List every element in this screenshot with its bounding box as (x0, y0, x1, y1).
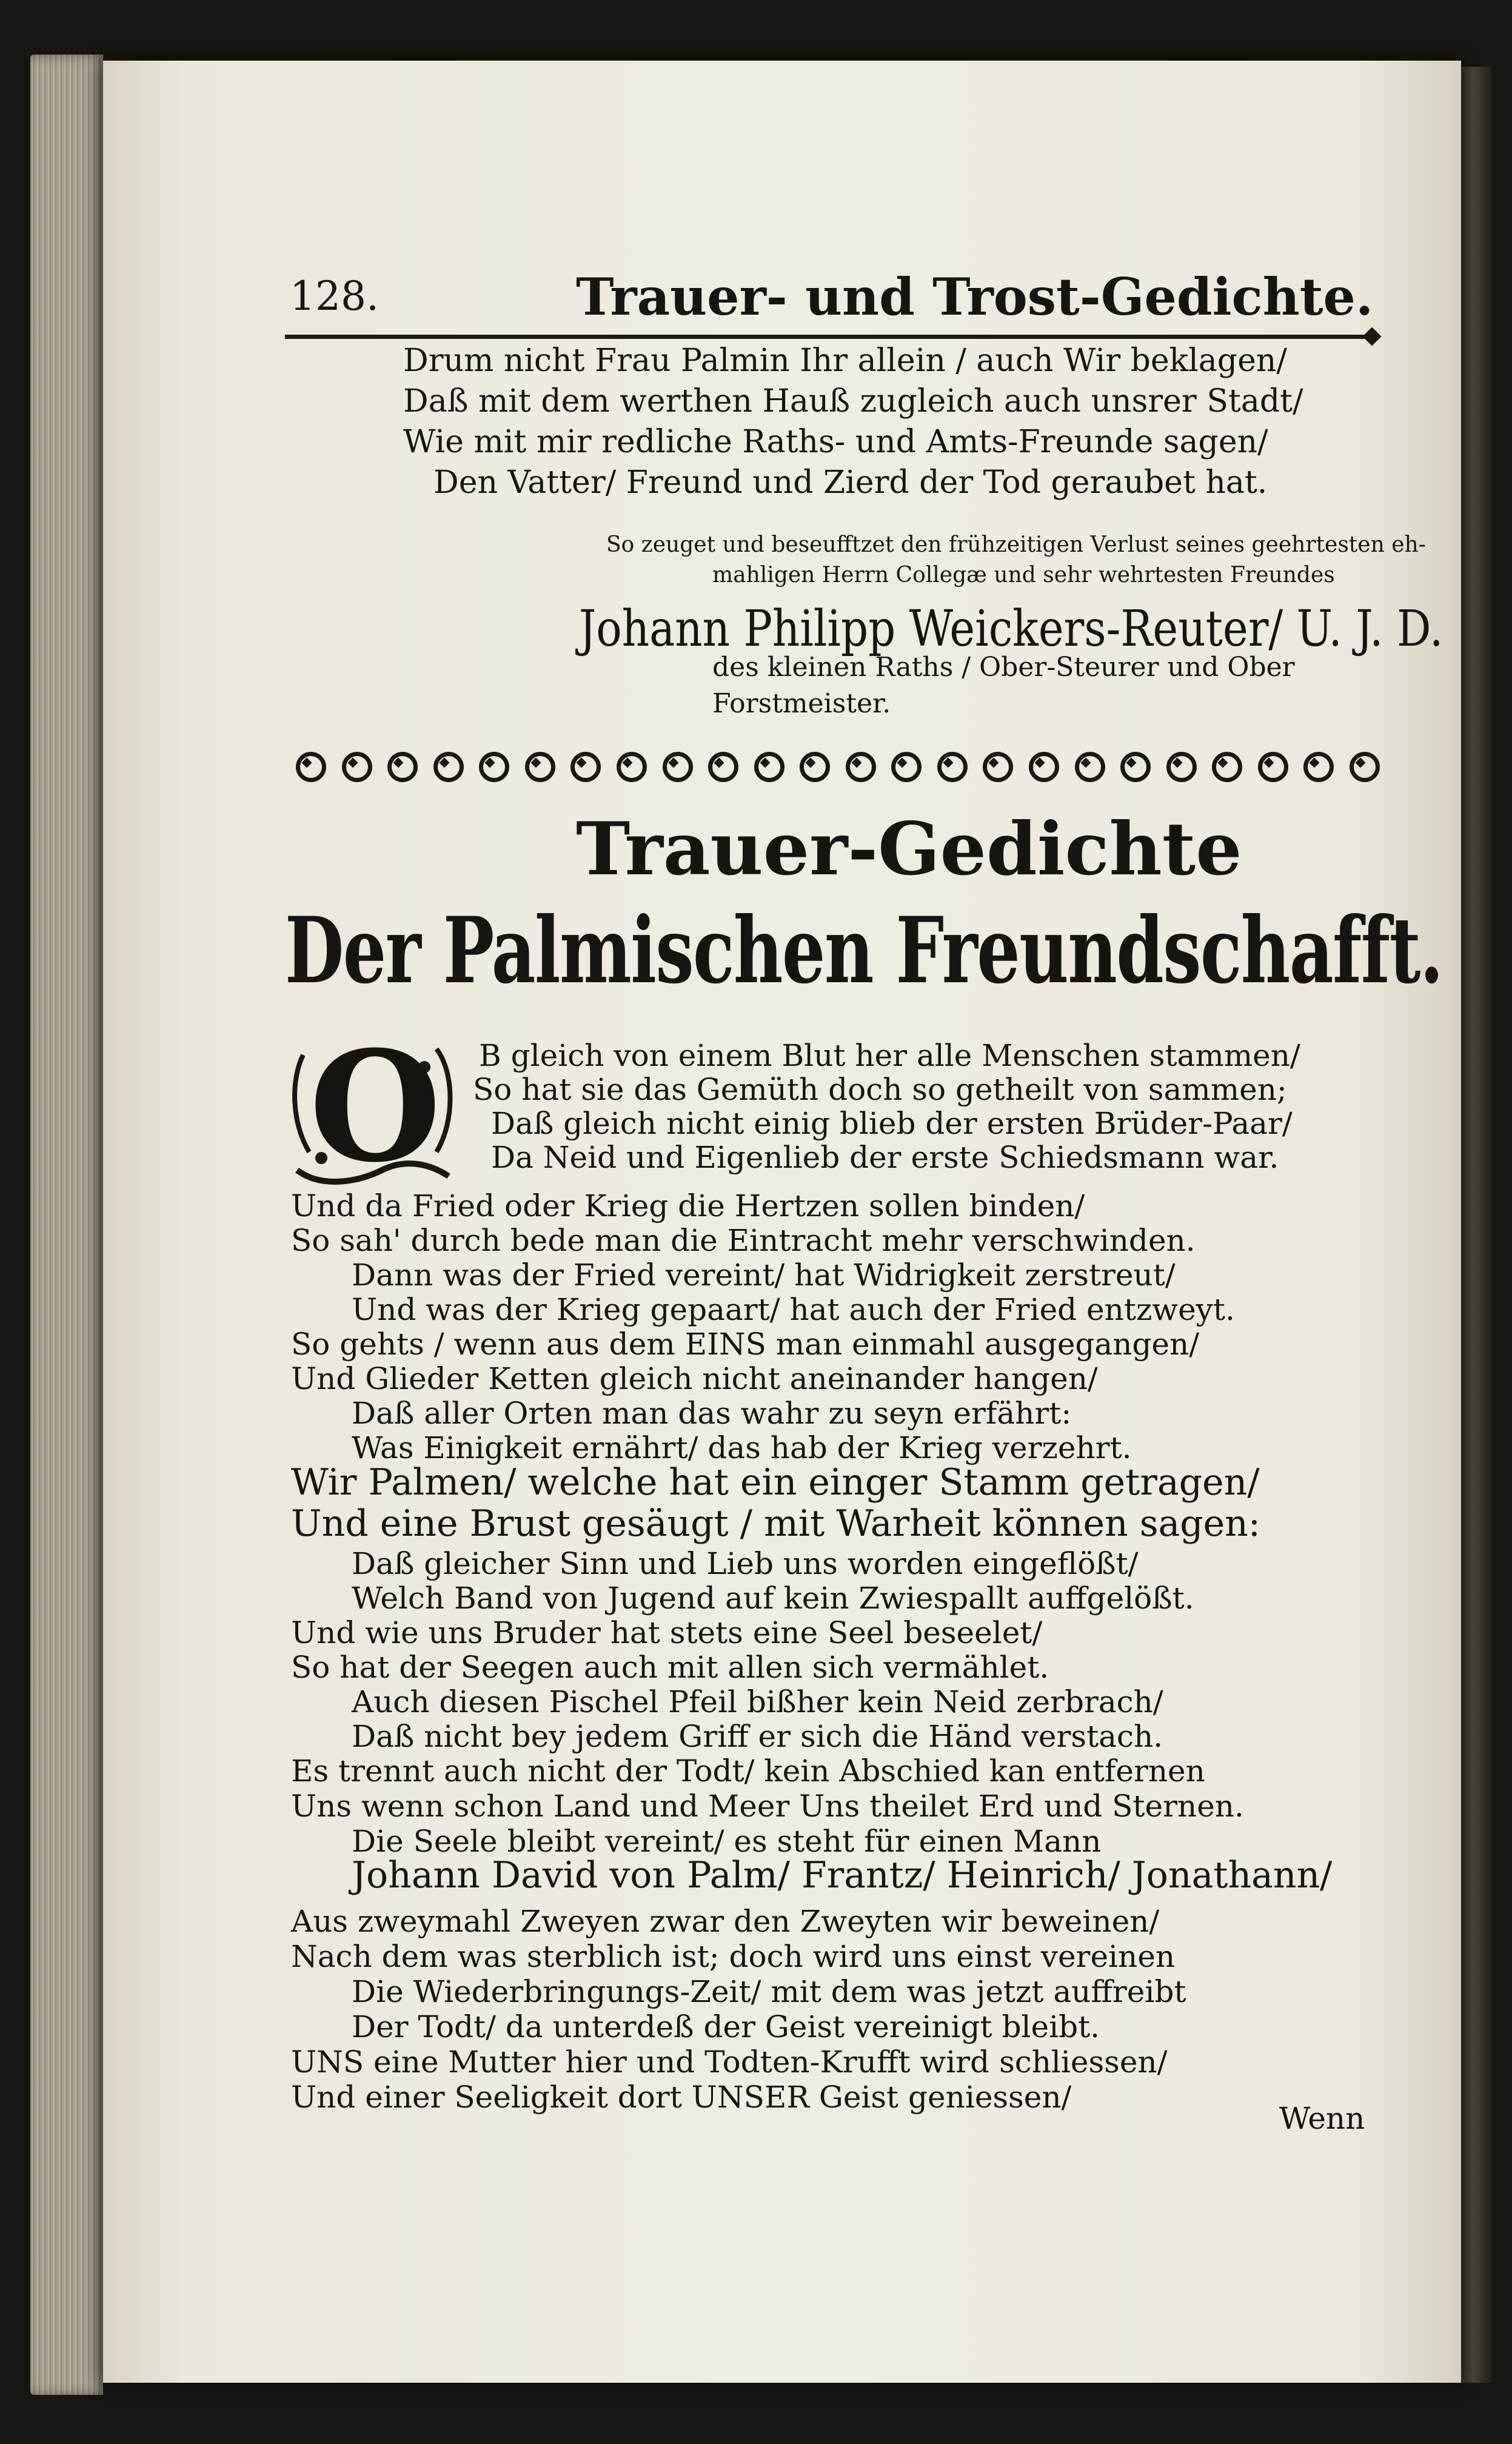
poem-line: Wir Palmen/ welche hat ein einger Stamm getragen/ (291, 1461, 1260, 1504)
poem-line: Johann David von Palm/ Frantz/ Heinrich/ Jonathann/ (352, 1854, 1333, 1897)
ornament-flourish-icon (1162, 747, 1193, 778)
poem-line: Die Seele bleibt vereint/ es steht für einen Mann (352, 1824, 1102, 1859)
poem-line: Dann was der Fried vereint/ hat Widrigkeit zerstreut/ (352, 1257, 1176, 1293)
dedication-line: So zeuget und beseufftzet den frühzeitigen Verlust seines geehrtesten eh- (606, 532, 1426, 557)
poem-line: Und da Fried oder Krieg die Hertzen sollen binden/ (291, 1188, 1085, 1224)
ornament-flourish-icon (337, 747, 369, 778)
ornament-flourish-icon (429, 747, 460, 778)
poem-line: Die Wiederbringungs-Zeit/ mit dem was jetzt auffreibt (352, 1974, 1186, 2009)
opening-line: Daß mit dem werthen Hauß zugleich auch unsrer Stadt/ (403, 383, 1303, 420)
ornament-flourish-icon (978, 747, 1009, 778)
ornament-flourish-icon (1024, 747, 1055, 778)
ornament-flourish-icon (383, 747, 414, 778)
ornament-band (291, 738, 1376, 787)
ornament-flourish-icon (841, 747, 872, 778)
ornament-flourish-icon (1299, 747, 1330, 778)
poem-line: Auch diesen Pischel Pfeil bißher kein Neid zerbrach/ (352, 1684, 1163, 1719)
poem-title-line-2: Der Palmischen Freundschafft. (285, 897, 1443, 1004)
ornament-flourish-icon (932, 747, 964, 778)
poem-line: Der Todt/ da unterdeß der Geist vereinigt bleibt. (352, 2009, 1100, 2044)
poem-line: Aus zweymahl Zweyen zwar den Zweyten wir beweinen/ (291, 1904, 1160, 1939)
poem-line: Uns wenn schon Land und Meer Uns theilet Erd und Sternen. (291, 1789, 1244, 1824)
poem-line: Und Glieder Ketten gleich nicht aneinander hangen/ (291, 1361, 1098, 1396)
running-title: Trauer- und Trost-Gedichte. (576, 267, 1374, 327)
poem-line: Da Neid und Eigenlieb der erste Schiedsmann war. (491, 1140, 1279, 1175)
poem-line: B gleich von einem Blut her alle Menschen stammen/ (479, 1038, 1300, 1073)
ornament-flourish-icon (703, 747, 735, 778)
ornament-flourish-icon (474, 747, 506, 778)
author-title: Forstmeister. (712, 688, 891, 719)
catchword: Wenn (1279, 2101, 1365, 2136)
poem-line: Und einer Seeligkeit dort UNSER Geist geniessen/ (291, 2080, 1072, 2115)
poem-line: Und eine Brust gesäugt / mit Warheit können sagen: (291, 1502, 1261, 1545)
author-name: Johann Philipp Weickers-Reuter/ U. J. D. (579, 600, 1443, 658)
ornament-flourish-icon (1116, 747, 1147, 778)
poem-line: So hat sie das Gemüth doch so getheilt von sammen; (473, 1072, 1287, 1107)
ornament-flourish-icon (658, 747, 689, 778)
poem-title-line-1: Trauer-Gedichte (576, 806, 1242, 892)
book-page-edges (30, 55, 103, 2395)
poem-line: Es trennt auch nicht der Todt/ kein Abschied kan entfernen (291, 1753, 1205, 1789)
opening-line: Den Vatter/ Freund und Zierd der Tod geraubet hat. (433, 464, 1268, 501)
poem-line: Und was der Krieg gepaart/ hat auch der Fried entzweyt. (352, 1292, 1235, 1327)
dedication-line: mahligen Herrn Collegæ und sehr wehrtesten Freundes (712, 563, 1335, 588)
poem-line: So sah' durch bede man die Eintracht mehr verschwinden. (291, 1223, 1196, 1258)
poem-line: Nach dem was sterblich ist; doch wird uns einst vereinen (291, 1939, 1176, 1974)
opening-line: Drum nicht Frau Palmin Ihr allein / auch Wir beklagen/ (403, 343, 1287, 379)
poem-line: Daß nicht bey jedem Griff er sich die Händ verstach. (352, 1719, 1163, 1754)
drop-cap-letter: O (309, 1017, 441, 1196)
header-rule (285, 335, 1376, 339)
page-number: 128. (290, 273, 379, 320)
poem-line: Daß gleich nicht einig blieb der ersten Brüder-Paar/ (491, 1106, 1293, 1141)
poem-line: So gehts / wenn aus dem EINS man einmahl ausgegangen/ (291, 1327, 1200, 1362)
drop-cap-ornament (285, 1017, 461, 1196)
poem-line: Was Einigkeit ernährt/ das hab der Krieg verzehrt. (352, 1430, 1132, 1465)
ornament-flourish-icon (1070, 747, 1102, 778)
poem-line: Und wie uns Bruder hat stets eine Seel beseelet/ (291, 1615, 1043, 1650)
ornament-flourish-icon (749, 747, 781, 778)
ornament-flourish-icon (1207, 747, 1239, 778)
poem-line: UNS eine Mutter hier und Todten-Krufft wird schliessen/ (291, 2044, 1168, 2080)
ornament-flourish-icon (1345, 747, 1376, 778)
poem-line: Welch Band von Jugend auf kein Zwiespallt auffgelößt. (352, 1581, 1194, 1616)
author-title: des kleinen Raths / Ober-Steurer und Ober (712, 652, 1295, 683)
poem-line: Daß aller Orten man das wahr zu seyn erfährt: (352, 1396, 1072, 1431)
ornament-flourish-icon (1253, 747, 1285, 778)
poem-line: Daß gleicher Sinn und Lieb uns worden eingeflößt/ (352, 1546, 1139, 1581)
opening-line: Wie mit mir redliche Raths- und Amts-Freunde sagen/ (403, 424, 1268, 460)
ornament-flourish-icon (886, 747, 918, 778)
ornament-flourish-icon (566, 747, 597, 778)
poem-line: So hat der Seegen auch mit allen sich vermählet. (291, 1650, 1049, 1685)
ornament-flourish-icon (520, 747, 552, 778)
ornament-flourish-icon (612, 747, 643, 778)
ornament-flourish-icon (795, 747, 826, 778)
ornament-flourish-icon (291, 747, 323, 778)
